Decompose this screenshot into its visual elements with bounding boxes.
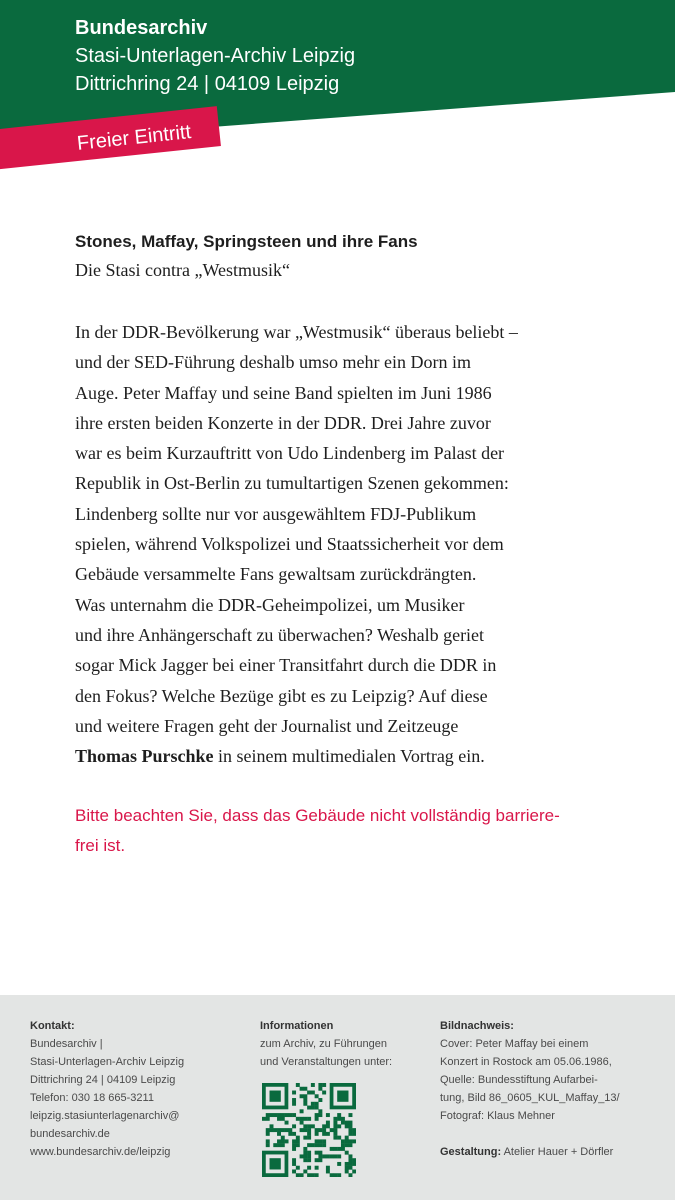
body-line: Lindenberg sollte nur vor ausgewähltem FDJ-Publikum: [75, 503, 477, 524]
event-description: [75, 317, 615, 771]
body-line: spielen, während Volkspolizei und Staatssicherheit vor dem: [75, 534, 504, 555]
body-line: und der SED-Führung deshalb umso mehr ein Dorn im: [75, 352, 471, 373]
credits-line: Quelle: Bundesstiftung Aufarbei-: [440, 1074, 598, 1086]
footer-credits: [440, 1017, 655, 1161]
contact-phone: Telefon: 030 18 665-3211: [30, 1092, 154, 1104]
header-archive-name: Stasi-Unterlagen-Archiv Leipzig: [75, 45, 356, 67]
body-line: ihre ersten beiden Konzerte in der DDR. Drei Jahre zuvor: [75, 412, 491, 433]
design-value: Atelier Hauer + Dörfler: [501, 1146, 614, 1158]
event-title: Stones, Maffay, Springsteen und ihre Fans: [75, 232, 418, 251]
footer-contact: [30, 1017, 240, 1161]
body-line: Republik in Ost-Berlin zu tumultartigen Szenen gekommen:: [75, 473, 509, 494]
body-line: und ihre Anhängerschaft zu überwachen? Weshalb geriet: [75, 624, 485, 645]
speaker-name: Thomas Purschke: [75, 746, 214, 767]
body-line: Was unternahm die DDR-Geheimpolizei, um Musiker: [75, 594, 465, 615]
body-line: war es beim Kurzauftritt von Udo Lindenberg im Palast der: [75, 443, 505, 464]
notice-line: Bitte beachten Sie, dass das Gebäude nicht vollständig barriere-: [75, 806, 560, 826]
event-content: [75, 228, 615, 861]
body-line: Gebäude versammelte Fans gewaltsam zurückdrängten.: [75, 564, 477, 585]
contact-website-link[interactable]: www.bundesarchiv.de/leipzig: [30, 1146, 171, 1158]
design-credit: [440, 1143, 655, 1161]
header-org: Bundesarchiv: [75, 17, 208, 39]
body-line-final: [75, 741, 615, 771]
contact-email-domain[interactable]: bundesarchiv.de: [30, 1128, 110, 1140]
body-end: in seinem multimedialen Vortrag ein.: [213, 746, 485, 767]
info-line: zum Archiv, zu Führungen: [260, 1038, 387, 1050]
header: [75, 14, 355, 98]
credits-line: Konzert in Rostock am 05.06.1986,: [440, 1056, 612, 1068]
contact-line: Stasi-Unterlagen-Archiv Leipzig: [30, 1056, 185, 1068]
credits-heading: Bildnachweis:: [440, 1020, 514, 1032]
credits-line: tung, Bild 86_0605_KUL_Maffay_13/: [440, 1092, 620, 1104]
body-line: In der DDR-Bevölkerung war „Westmusik“ überaus beliebt –: [75, 322, 518, 342]
qr-code-icon[interactable]: [262, 1083, 356, 1177]
footer-info: [260, 1017, 425, 1071]
notice-line: frei ist.: [75, 836, 126, 856]
body-line: und weitere Fragen geht der Journalist und Zeitzeuge: [75, 715, 459, 736]
body-line: den Fokus? Welche Bezüge gibt es zu Leipzig? Auf diese: [75, 685, 488, 706]
design-label: Gestaltung:: [440, 1146, 502, 1158]
contact-address: Dittrichring 24 | 04109 Leipzig: [30, 1074, 176, 1086]
header-address: Dittrichring 24 | 04109 Leipzig: [75, 73, 340, 95]
admission-badge-label: Freier Eintritt: [76, 121, 193, 155]
body-line: Auge. Peter Maffay und seine Band spielten im Juni 1986: [75, 382, 492, 403]
credits-line: Cover: Peter Maffay bei einem: [440, 1038, 589, 1050]
contact-line: Bundesarchiv |: [30, 1038, 103, 1050]
body-line: sogar Mick Jagger bei einer Transitfahrt durch die DDR in: [75, 655, 497, 676]
accessibility-notice: [75, 801, 615, 861]
info-heading: Informationen: [260, 1020, 334, 1032]
credits-line: Fotograf: Klaus Mehner: [440, 1110, 555, 1122]
info-line: und Veranstaltungen unter:: [260, 1056, 393, 1068]
event-subtitle: Die Stasi contra „Westmusik“: [75, 260, 290, 280]
contact-email[interactable]: leipzig.stasiunterlagenarchiv@: [30, 1110, 180, 1122]
contact-heading: Kontakt:: [30, 1020, 75, 1032]
